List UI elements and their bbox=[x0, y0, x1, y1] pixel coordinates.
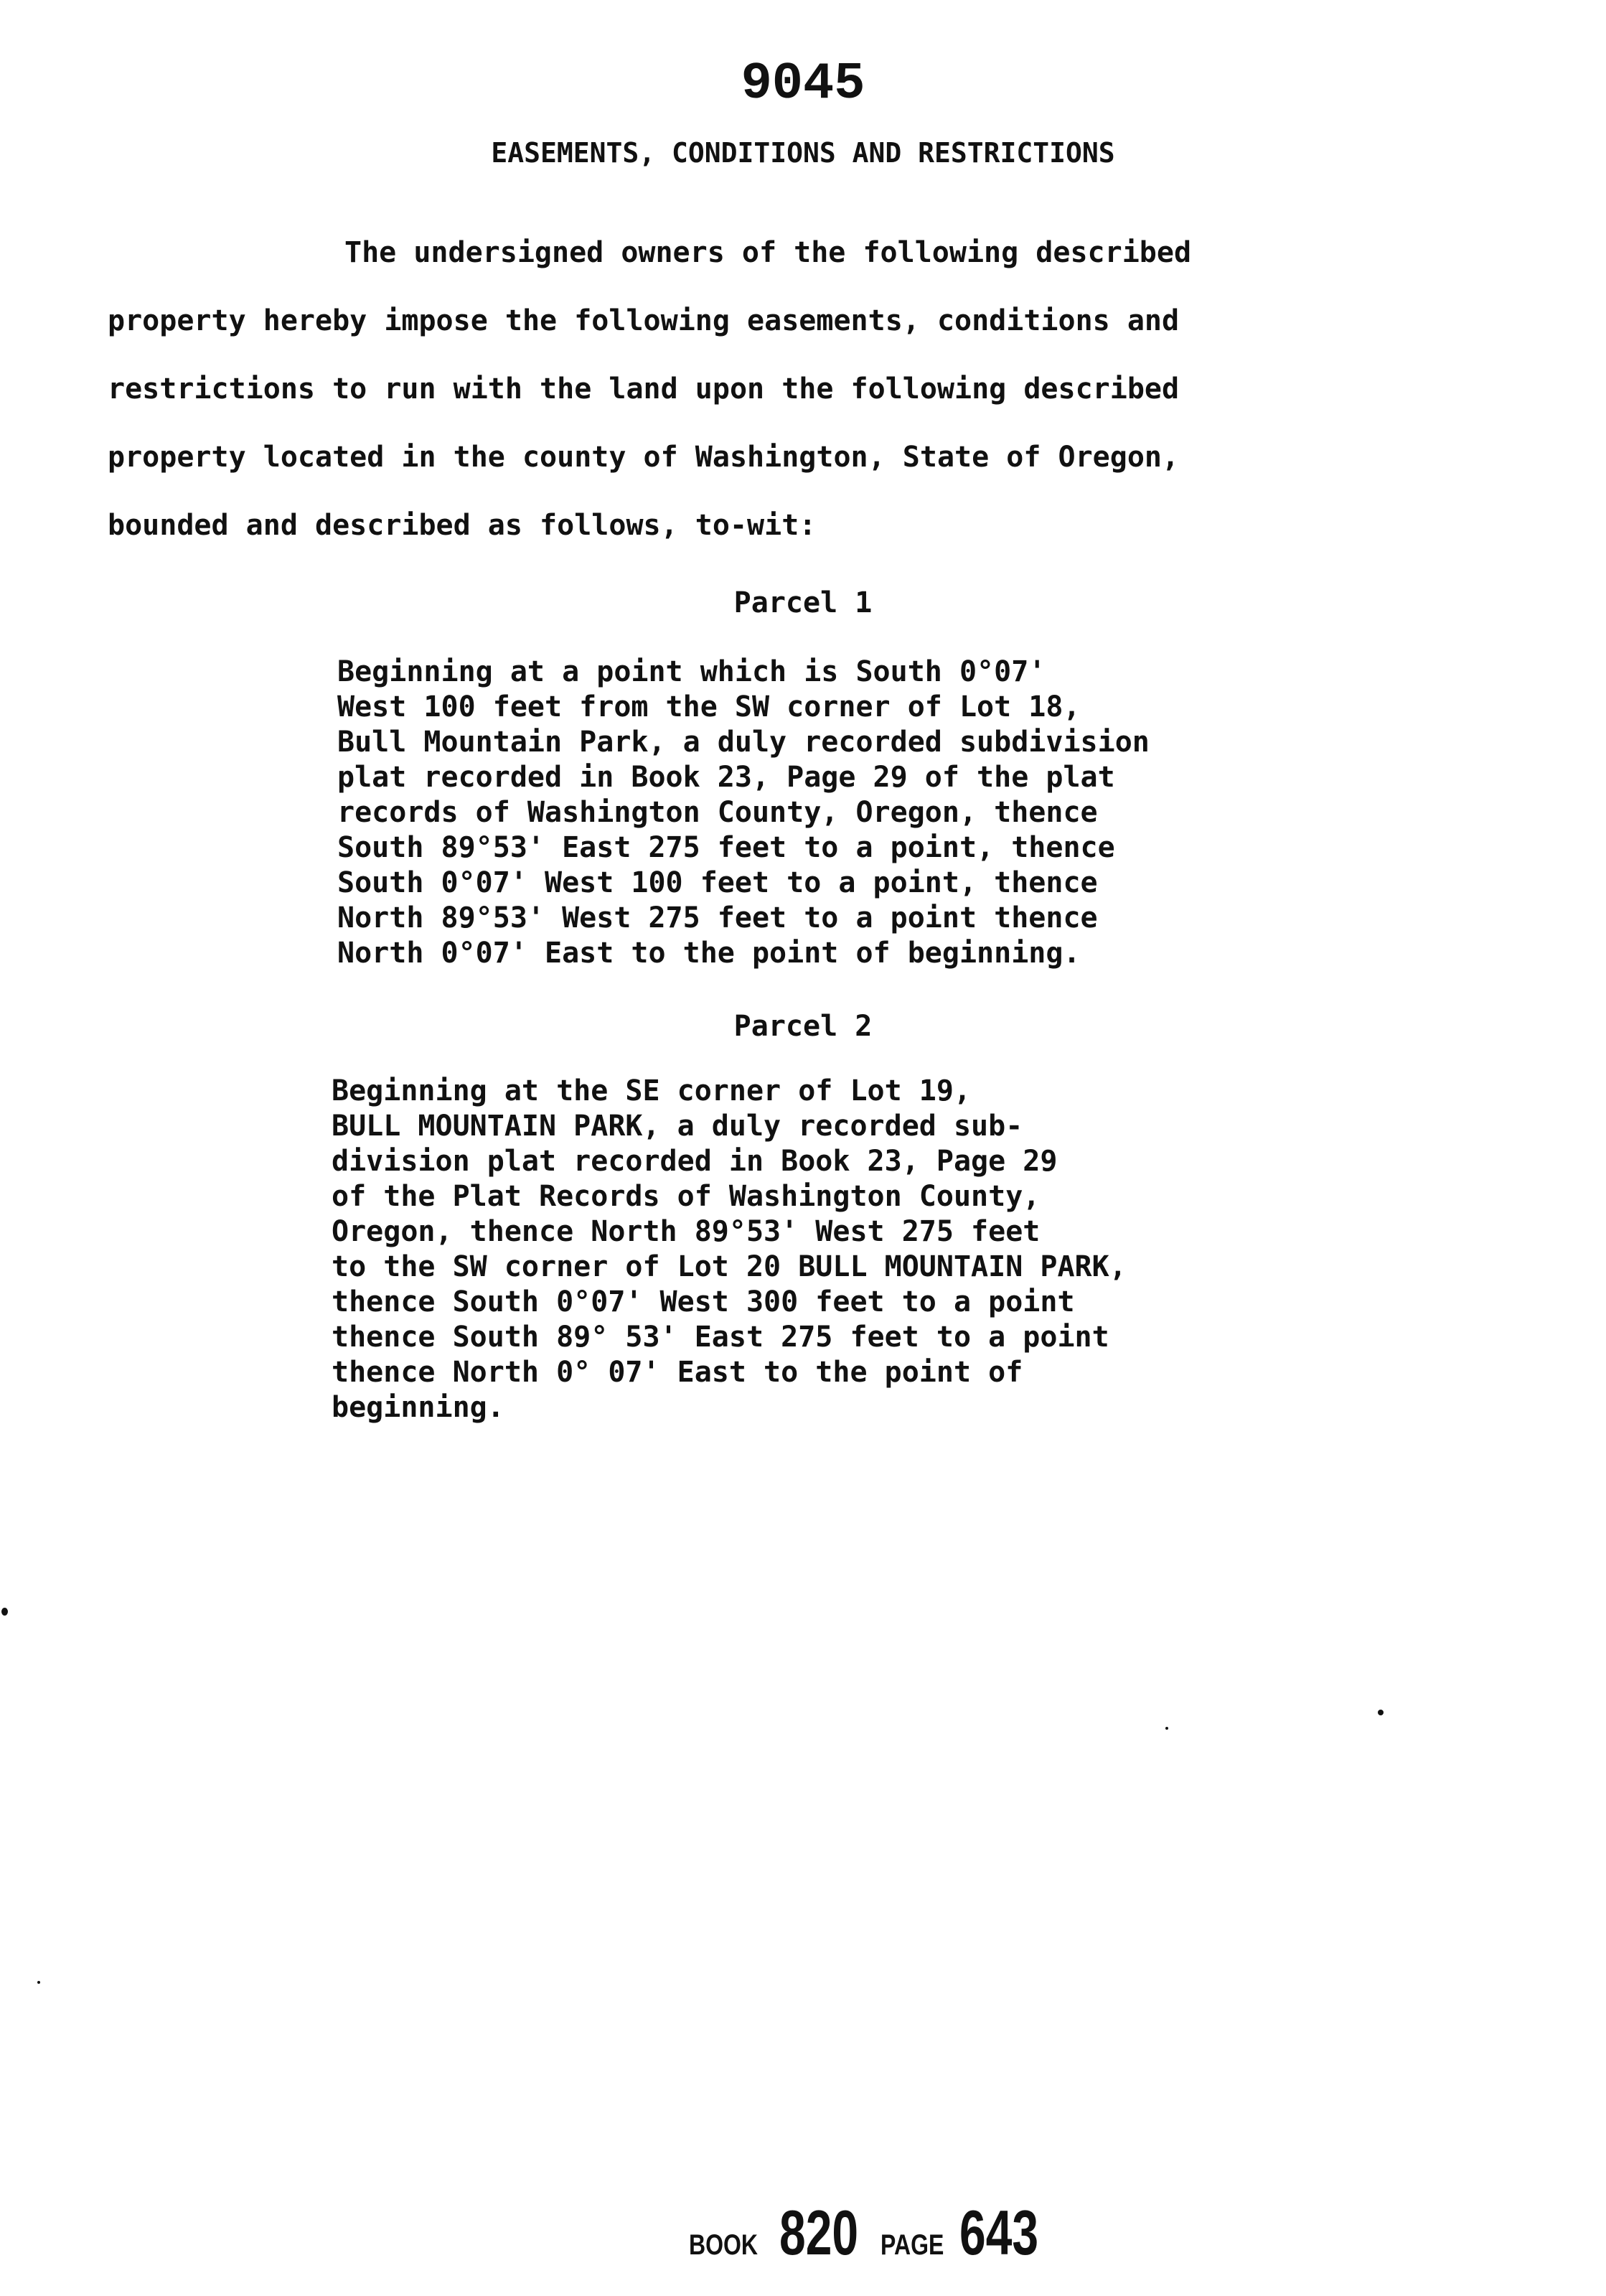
parcel-line: beginning. bbox=[332, 1391, 504, 1424]
scan-speck bbox=[1165, 1727, 1168, 1730]
parcel-line: North 89°53' West 275 feet to a point thence bbox=[337, 901, 1098, 934]
document-number: 9045 bbox=[741, 55, 865, 113]
parcel-line: thence South 0°07' West 300 feet to a point bbox=[332, 1285, 1075, 1318]
parcel-line: Beginning at a point which is South 0°07' bbox=[337, 655, 1046, 688]
parcel-line: thence South 89° 53' East 275 feet to a point bbox=[332, 1321, 1109, 1354]
parcel-2-description bbox=[332, 1074, 1127, 1425]
document-title: EASEMENTS, CONDITIONS AND RESTRICTIONS bbox=[491, 137, 1115, 169]
parcel-line: Beginning at the SE corner of Lot 19, bbox=[332, 1074, 972, 1107]
parcel-line: Bull Mountain Park, a duly recorded subdivision bbox=[337, 726, 1150, 759]
parcel-1-description bbox=[337, 655, 1150, 971]
parcel-line: South 0°07' West 100 feet to a point, thence bbox=[337, 866, 1098, 899]
parcel-1-heading: Parcel 1 bbox=[733, 586, 873, 619]
parcel-line: plat recorded in Book 23, Page 29 of the plat bbox=[337, 761, 1115, 794]
parcel-line: Oregon, thence North 89°53' West 275 feet bbox=[332, 1215, 1041, 1248]
intro-line: The undersigned owners of the following described bbox=[344, 236, 1192, 269]
scan-speck bbox=[37, 1981, 40, 1984]
scan-speck bbox=[1, 1608, 8, 1616]
intro-paragraph bbox=[108, 231, 1528, 572]
parcel-line: of the Plat Records of Washington County, bbox=[332, 1180, 1041, 1213]
intro-line: restrictions to run with the land upon the following described bbox=[108, 372, 1180, 406]
book-label: BOOK bbox=[689, 2229, 758, 2261]
parcel-line: to the SW corner of Lot 20 BULL MOUNTAIN PARK, bbox=[332, 1250, 1127, 1283]
parcel-line: South 89°53' East 275 feet to a point, thence bbox=[337, 831, 1115, 864]
parcel-line: North 0°07' East to the point of beginning. bbox=[337, 937, 1081, 970]
book-number: 820 bbox=[779, 2197, 859, 2268]
intro-line: property located in the county of Washington, State of Oregon, bbox=[108, 441, 1180, 474]
book-page-reference bbox=[689, 2196, 1091, 2275]
intro-line: property hereby impose the following easements, conditions and bbox=[108, 304, 1180, 337]
page-number: 643 bbox=[959, 2197, 1039, 2268]
parcel-line: records of Washington County, Oregon, thence bbox=[337, 796, 1098, 829]
page-label: PAGE bbox=[880, 2229, 944, 2261]
parcel-line: division plat recorded in Book 23, Page 29 bbox=[332, 1145, 1058, 1178]
parcel-2-heading: Parcel 2 bbox=[733, 1010, 873, 1043]
parcel-line: thence North 0° 07' East to the point of bbox=[332, 1356, 1023, 1389]
parcel-line: West 100 feet from the SW corner of Lot 18, bbox=[337, 690, 1081, 723]
parcel-line: BULL MOUNTAIN PARK, a duly recorded sub- bbox=[332, 1110, 1023, 1143]
intro-line: bounded and described as follows, to-wit: bbox=[108, 509, 817, 542]
scan-speck bbox=[1378, 1710, 1384, 1715]
